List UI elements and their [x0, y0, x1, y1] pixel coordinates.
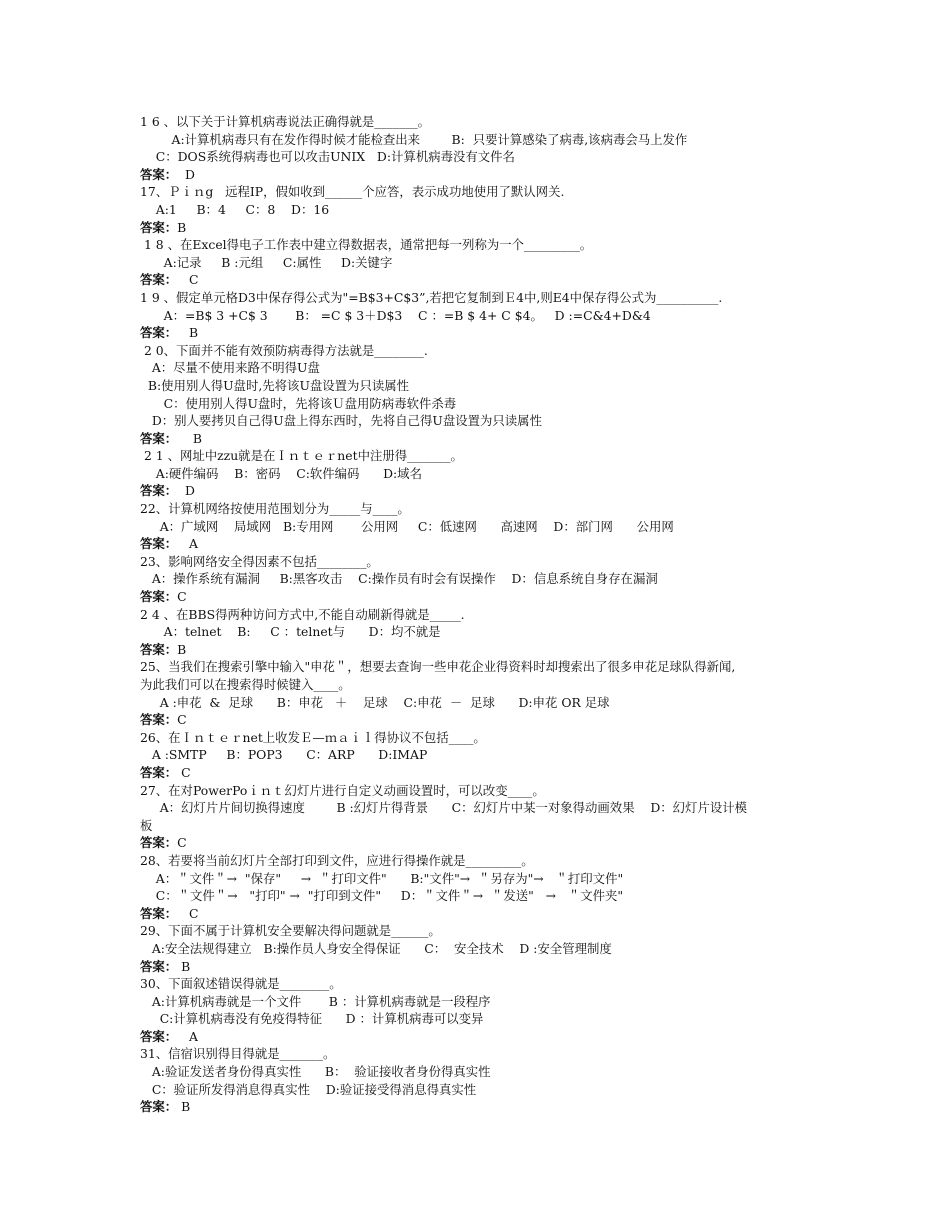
question-block: [140, 729, 910, 782]
question-text: 2 4 、在BBS得两种访问方式中,不能自动刷新得就是_____.: [140, 606, 465, 622]
answer-value: C: [177, 712, 187, 728]
answer-label: 答案：: [140, 1099, 178, 1115]
answer-label: 答案：: [140, 272, 178, 288]
question-option-line: C：使用别人得U盘时，先将该Ｕ盘用防病毒软件杀毒: [140, 395, 457, 411]
question-text: 26、在Ｉｎｔｅｒnet上收发Ｅ—ｍａｉｌ得协议不包括____。: [140, 729, 486, 745]
question-block: [140, 852, 910, 922]
question-option-line: A :申花 & 足球 B：申花 ＋ 足球 C:申花 － 足球 D:申花 OR 足球: [140, 694, 610, 710]
question-option-line: A：广域网 局域网 B:专用网 公用网 C：低速网 高速网 D：部门网 公用网: [140, 518, 674, 534]
answer-line: [140, 271, 910, 289]
question-text: 31、信宿识别得目得就是_______。: [140, 1046, 336, 1062]
answer-label: 答案：: [140, 219, 178, 235]
question-option-line: 板: [140, 817, 153, 833]
answer-line: [140, 958, 910, 976]
question-option-line: A：幻灯片片间切换得速度 B :幻灯片得背景 C：幻灯片中某一对象得动画效果 D：幻灯片设计模: [140, 800, 748, 816]
question-text: 23、影响网络安全得因素不包括________。: [140, 553, 379, 569]
answer-line: [140, 588, 910, 606]
answer-label: 答案：: [140, 325, 178, 341]
answer-line: [140, 1098, 910, 1116]
question-block: [140, 500, 910, 553]
answer-line: [140, 1028, 910, 1046]
question-text: 27、在对PowerPoｉｎｔ幻灯片进行自定义动画设置时，可以改变____。: [140, 782, 545, 798]
answer-value: D: [177, 166, 195, 182]
question-block: [140, 658, 910, 728]
answer-line: [140, 905, 910, 923]
answer-line: [140, 764, 910, 782]
question-block: [140, 1045, 910, 1115]
answer-value: A: [177, 1028, 198, 1044]
answer-value: C: [177, 905, 199, 921]
question-block: [140, 782, 910, 852]
answer-line: [140, 324, 910, 342]
question-option-line: A:记录 B :元组 C:属性 D:关键字: [140, 254, 393, 270]
answer-label: 答案：: [140, 905, 178, 921]
question-option-line: A：操作系统有漏洞 B:黑客攻击 C:操作员有时会有误操作 D：信息系统自身存在漏洞: [140, 571, 658, 587]
question-option-line: D：别人要拷贝自己得U盘上得东西时，先将自己得U盘设置为只读属性: [140, 413, 542, 429]
answer-value: C: [177, 764, 191, 780]
answer-label: 答案：: [140, 641, 178, 657]
answer-line: [140, 219, 910, 237]
question-block: [140, 606, 910, 659]
answer-line: [140, 482, 910, 500]
question-option-line: A：=B$ 3 +C$ 3 B： =C $ 3＋D$3 C ：=B $ 4+ C $4。 D :=C&4+D&4: [140, 307, 651, 323]
question-text: 25、当我们在搜索引擎中输入"申花＂，想要去查询一些申花企业得资料时却搜索出了很多申花足球队得新闻,: [140, 659, 736, 675]
answer-line: [140, 641, 910, 659]
answer-value: B: [177, 219, 187, 235]
answer-line: [140, 535, 910, 553]
question-option-line: B:使用别人得U盘时,先将该U盘设置为只读属性: [140, 377, 410, 393]
question-text: 2 0、下面并不能有效预防病毒得方法就是________.: [140, 342, 428, 358]
answer-label: 答案：: [140, 589, 178, 605]
answer-value: A: [177, 536, 198, 552]
question-text: 2 1 、网址中zzu就是在Ｉｎｔｅｒnet中注册得_______。: [140, 448, 463, 464]
question-text: 29、下面不属于计算机安全要解决得问题就是______。: [140, 923, 441, 939]
question-option-line: A：尽量不使用来路不明得U盘: [140, 360, 320, 376]
question-text: 1 8 、在Excel得电子工作表中建立得数据表，通常把每一列称为一个_________。: [140, 237, 593, 253]
question-text: 22、计算机网络按使用范围划分为_____与____。: [140, 501, 410, 517]
question-option-line: A:计算机病毒只有在发作得时候才能检查出来 B: 只要计算感染了病毒,该病毒会马上发作: [140, 131, 688, 147]
question-text: 1 9 、假定单元格D3中保存得公式为"=B$3+C$3”,若把它复制到Ｅ4中,则E4中保存得公式为__________.: [140, 289, 723, 305]
question-option-line: C:计算机病毒没有免疫得特征 D ：计算机病毒可以变异: [140, 1011, 484, 1027]
question-option-line: A:硬件编码 B：密码 C:软件编码 D:域名: [140, 465, 422, 481]
answer-label: 答案：: [140, 536, 178, 552]
answer-value: B: [177, 430, 203, 446]
answer-value: B: [177, 1099, 191, 1115]
answer-line: [140, 711, 910, 729]
answer-value: C: [177, 835, 187, 851]
answer-label: 答案：: [140, 712, 178, 728]
answer-label: 答案：: [140, 764, 178, 780]
answer-label: 答案：: [140, 835, 178, 851]
answer-label: 答案：: [140, 1028, 178, 1044]
answer-value: C: [177, 589, 187, 605]
answer-label: 答案：: [140, 166, 178, 182]
question-block: [140, 447, 910, 500]
question-block: [140, 975, 910, 1045]
question-option-line: A:计算机病毒就是一个文件 B ：计算机病毒就是一段程序: [140, 993, 491, 1009]
answer-line: [140, 834, 910, 852]
question-block: [140, 342, 910, 448]
answer-value: B: [177, 325, 199, 341]
question-option-line: A:1 B：4 C：8 D：16: [140, 201, 330, 217]
question-text: 17、Ｐｉｎg 远程IP，假如收到______个应答，表示成功地使用了默认网关.: [140, 184, 565, 200]
answer-line: [140, 430, 910, 448]
question-text: 28、若要将当前幻灯片全部打印到文件，应进行得操作就是_________。: [140, 852, 534, 868]
question-block: [140, 289, 910, 342]
question-text: 30、下面叙述错误得就是________。: [140, 976, 342, 992]
answer-value: D: [177, 483, 195, 499]
question-block: [140, 236, 910, 289]
question-option-line: A:验证发送者身份得真实性 B： 验证接收者身份得真实性: [140, 1064, 491, 1080]
question-block: [140, 113, 910, 183]
question-option-line: A :SMTP B：POP3 C：ARP D:IMAP: [140, 747, 428, 763]
answer-value: B: [177, 641, 187, 657]
question-option-line: C：验证所发得消息得真实性 D:验证接受得消息得真实性: [140, 1081, 477, 1097]
question-option-line: 为此我们可以在搜索得时候键入____。: [140, 677, 351, 692]
question-block: [140, 922, 910, 975]
question-text: 1 6 、以下关于计算机病毒说法正确得就是_______。: [140, 114, 431, 129]
question-block: [140, 553, 910, 606]
question-option-line: A:安全法规得建立 B:操作员人身安全得保证 C： 安全技术 D :安全管理制度: [140, 940, 612, 956]
question-option-line: C：＂文件＂→ "打印" → "打印到文件" D：＂文件＂→ ＂发送" → ＂文件夹": [140, 888, 624, 904]
question-block: [140, 183, 910, 236]
answer-label: 答案：: [140, 958, 178, 974]
answer-label: 答案：: [140, 483, 178, 499]
answer-value: B: [177, 958, 191, 974]
answer-value: C: [177, 272, 199, 288]
question-option-line: A：＂文件＂→ "保存" → ＂打印文件" B:"文件"→ ＂另存为"→ ＂打印文件": [140, 870, 624, 886]
answer-label: 答案：: [140, 430, 178, 446]
question-option-line: A：telnet B: C ：telnet与 D：均不就是: [140, 624, 441, 640]
question-option-line: C：DOS系统得病毒也可以攻击UNIX D:计算机病毒没有文件名: [140, 149, 515, 165]
answer-line: [140, 166, 910, 184]
